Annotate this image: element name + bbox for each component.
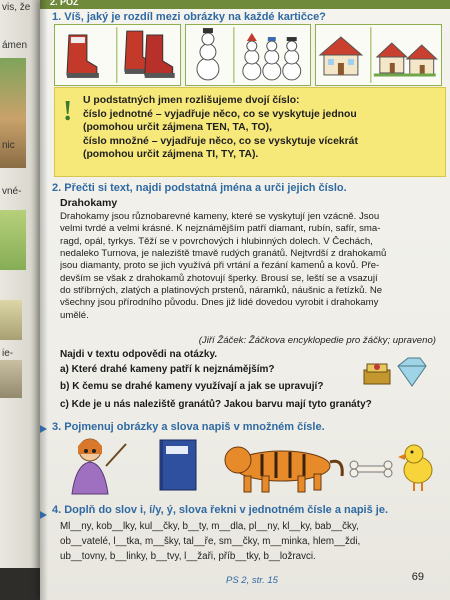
exercise-marker-icon xyxy=(40,510,47,520)
question-b: b) K čemu se drahé kameny využívají a jak se upravují? xyxy=(60,381,324,392)
reading-line: nedaleko Turnova, je naleziště tmavě rudých granátů. Nejtvrdší z drahokamů xyxy=(60,248,387,260)
gems-illustration xyxy=(362,354,428,390)
chick-icon xyxy=(398,445,432,491)
exercise4-line: ub__tovny, b__linky, b__tvy, l__žaři, příb__tky, b__ložravci. xyxy=(60,551,316,562)
rule-line: U podstatných jmen rozlišujeme dvojí číslo: xyxy=(83,95,300,106)
notebook-icon xyxy=(160,440,196,490)
boot-icon xyxy=(55,25,180,85)
reading-line: do stříbrných, zlatých a platinových prstenů, náramků, náušnic a řetízků. Ne xyxy=(60,285,383,297)
reading-line: všechny jsou přírodního původu. Dnes již lidé dovedou vyrobit i drahokamy xyxy=(60,297,379,309)
card-houses xyxy=(315,24,442,86)
bone-icon xyxy=(350,461,392,477)
rule-line: (pomohou určit zájmena TI, TY, TA). xyxy=(83,149,259,161)
question-c: c) Kde je u nás naleziště granátů? Jakou barvu mají tyto granáty? xyxy=(60,399,372,410)
previous-page-edge xyxy=(0,0,44,600)
left-page-fragment: nic xyxy=(2,140,15,151)
exercise4-line: Ml__ny, kob__lky, kul__čky, b__ty, m__dla, pl__ny, kl__ky, bab__čky, xyxy=(60,521,359,532)
grammar-rule-box xyxy=(54,87,446,177)
exercise2-title: 2. Přečti si text, najdi podstatná jména a urči jejich číslo. xyxy=(52,182,347,194)
rule-line: číslo jednotné – vyjadřuje něco, co se vyskytuje jednou xyxy=(83,108,357,120)
reading-line: jsou diamanty, proto se jich využívá při vrtání a řezání kamenů a kovů. Pře- xyxy=(60,260,380,272)
question-a: a) Které drahé kameny patří k nejznámějším? xyxy=(60,364,275,375)
reading-line: ragd, opál, tyrkys. Těží se v povrchových i hlubinných dolech. V Čechách, xyxy=(60,235,373,247)
reading-line: Drahokamy jsou různobarevné kameny, které se vyskytují jen vzácně. Jsou xyxy=(60,211,380,222)
left-page-illustration xyxy=(0,300,22,340)
workbook-page xyxy=(40,0,450,600)
left-page-illustration xyxy=(0,58,26,168)
text-source-citation: (Jiří Žáček: Žáčkova encyklopedie pro žáčky; upraveno) xyxy=(198,335,436,346)
reading-text xyxy=(60,211,444,322)
left-page-fragment: ie- xyxy=(2,348,14,359)
snowman-icon xyxy=(186,25,311,85)
left-page-illustration xyxy=(0,210,26,270)
tiger-icon xyxy=(225,447,342,492)
exercise3-title: 3. Pojmenuj obrázky a slova napiš v množném čísle. xyxy=(52,421,325,433)
table-background xyxy=(0,568,44,600)
teacher-icon xyxy=(72,439,126,494)
left-page-illustration xyxy=(0,360,22,398)
reading-line: devším se však z drahokamů zhotovují šperky. Brousí se, leští se a vsazují xyxy=(60,272,378,284)
card-boots xyxy=(54,24,181,86)
card-snowmen xyxy=(185,24,312,86)
left-page-fragment: vis, že xyxy=(2,2,31,13)
exclamation-icon: ! xyxy=(63,96,73,127)
picture-cards xyxy=(54,24,442,86)
section-header-fragment: 2. POZ xyxy=(50,0,79,7)
reading-line: velmi tvrdé a velmi krásné. K nejznámějším patří diamant, rubín, safír, sma- xyxy=(60,223,381,235)
grammar-rule-text xyxy=(83,94,443,162)
rule-line: (pomohou určit zájmena TEN, TA, TO), xyxy=(83,122,272,134)
reading-title: Drahokamy xyxy=(60,197,118,209)
questions-heading: Najdi v textu odpovědi na otázky. xyxy=(60,349,218,360)
house-icon xyxy=(316,25,441,85)
section-header-bar xyxy=(40,0,450,9)
page-number: 69 xyxy=(411,571,424,583)
exercise1-title: 1. Víš, jaký je rozdíl mezi obrázky na každé kartičce? xyxy=(52,11,326,23)
rule-line: číslo množné – vyjadřuje něco, co se vyskytuje vícekrát xyxy=(83,135,358,147)
exercise-marker-icon xyxy=(40,424,47,434)
left-page-fragment: ámen xyxy=(2,40,28,51)
exercise4-title: 4. Doplň do slov i, í/y, ý, slova řekni v jednotném čísle a napiš je. xyxy=(52,504,389,516)
exercise3-pictures xyxy=(62,436,442,496)
left-page-fragment: vné- xyxy=(2,186,22,197)
exercise4-line: ob__vatelé, l__tka, m__šky, tal__ře, sm__čky, m__minka, hlem__ždi, xyxy=(60,536,361,547)
reading-line: umělé. xyxy=(60,309,89,321)
workbook-reference: PS 2, str. 15 xyxy=(226,575,278,586)
